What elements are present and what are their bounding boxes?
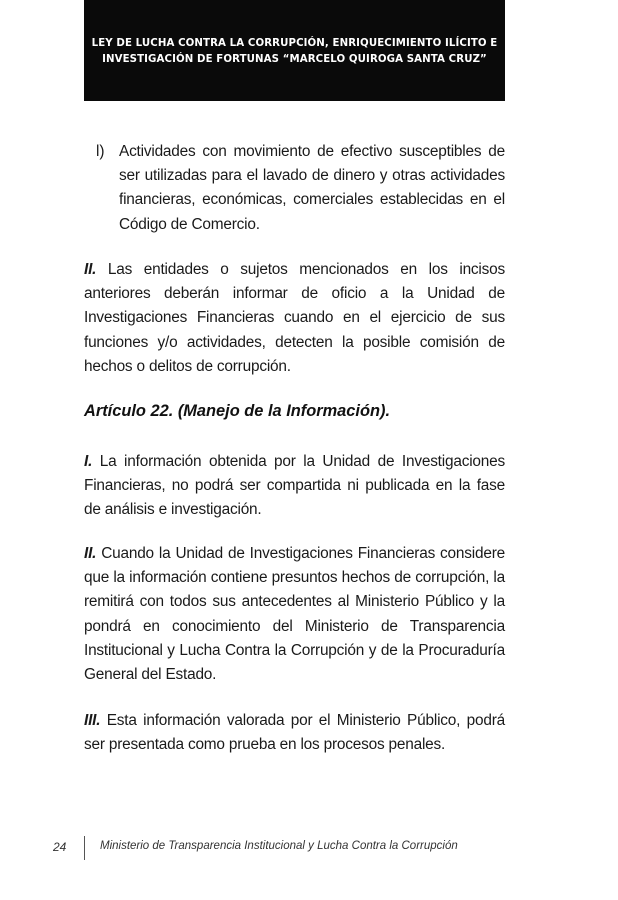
paragraph-text: Las entidades o sujetos mencionados en los incisos anteriores deberán informar de oficio a la Unidad de Investigaciones Financieras cuando en el ejercicio de sus funciones y/o actividades, detecten la posible comisión de hechos o delitos de corrupción. <box>84 261 505 375</box>
paragraph-text: Esta información valorada por el Ministerio Público, podrá ser presentada como prueba en los procesos penales. <box>84 712 505 754</box>
footer-publisher: Ministerio de Transparencia Institucional y Lucha Contra la Corrupción <box>100 840 458 852</box>
paragraph-ii-obligation <box>84 258 505 379</box>
paragraph-text: Cuando la Unidad de Investigaciones Financieras considere que la información contiene presuntos hechos de corrupción, la remitirá con todos sus antecedentes al Ministerio Público y la pondrá en conocimiento del Ministerio de Transparencia Institucional y Lucha Contra la Corrupción y de la Procuraduría General del Estado. <box>84 545 505 684</box>
page-number: 24 <box>53 840 67 854</box>
page-footer <box>0 836 618 860</box>
paragraph-number: III. <box>84 712 101 729</box>
footer-divider <box>84 836 85 860</box>
header-title-line-2: INVESTIGACIÓN DE FORTUNAS “MARCELO QUIROGA SANTA CRUZ” <box>102 53 487 65</box>
paragraph-text: La información obtenida por la Unidad de Investigaciones Financieras, no podrá ser compartida ni publicada en la fase de análisis e investigación. <box>84 453 505 519</box>
article-paragraph-i <box>84 450 505 523</box>
article-heading: Artículo 22. (Manejo de la Información). <box>84 402 391 420</box>
list-item-text: Actividades con movimiento de efectivo susceptibles de ser utilizadas para el lavado de dinero y otras actividades financieras, económicas, comerciales establecidas en el Código de Comercio. <box>119 143 505 233</box>
running-header <box>84 0 505 101</box>
list-item-marker: l) <box>96 143 105 160</box>
header-title-line-1: LEY DE LUCHA CONTRA LA CORRUPCIÓN, ENRIQUECIMIENTO ILÍCITO E <box>91 37 498 49</box>
paragraph-number: II. <box>84 261 97 278</box>
article-paragraph-ii <box>84 542 505 687</box>
paragraph-number: I. <box>84 453 93 470</box>
paragraph-number: II. <box>84 545 97 562</box>
article-paragraph-iii <box>84 709 505 757</box>
